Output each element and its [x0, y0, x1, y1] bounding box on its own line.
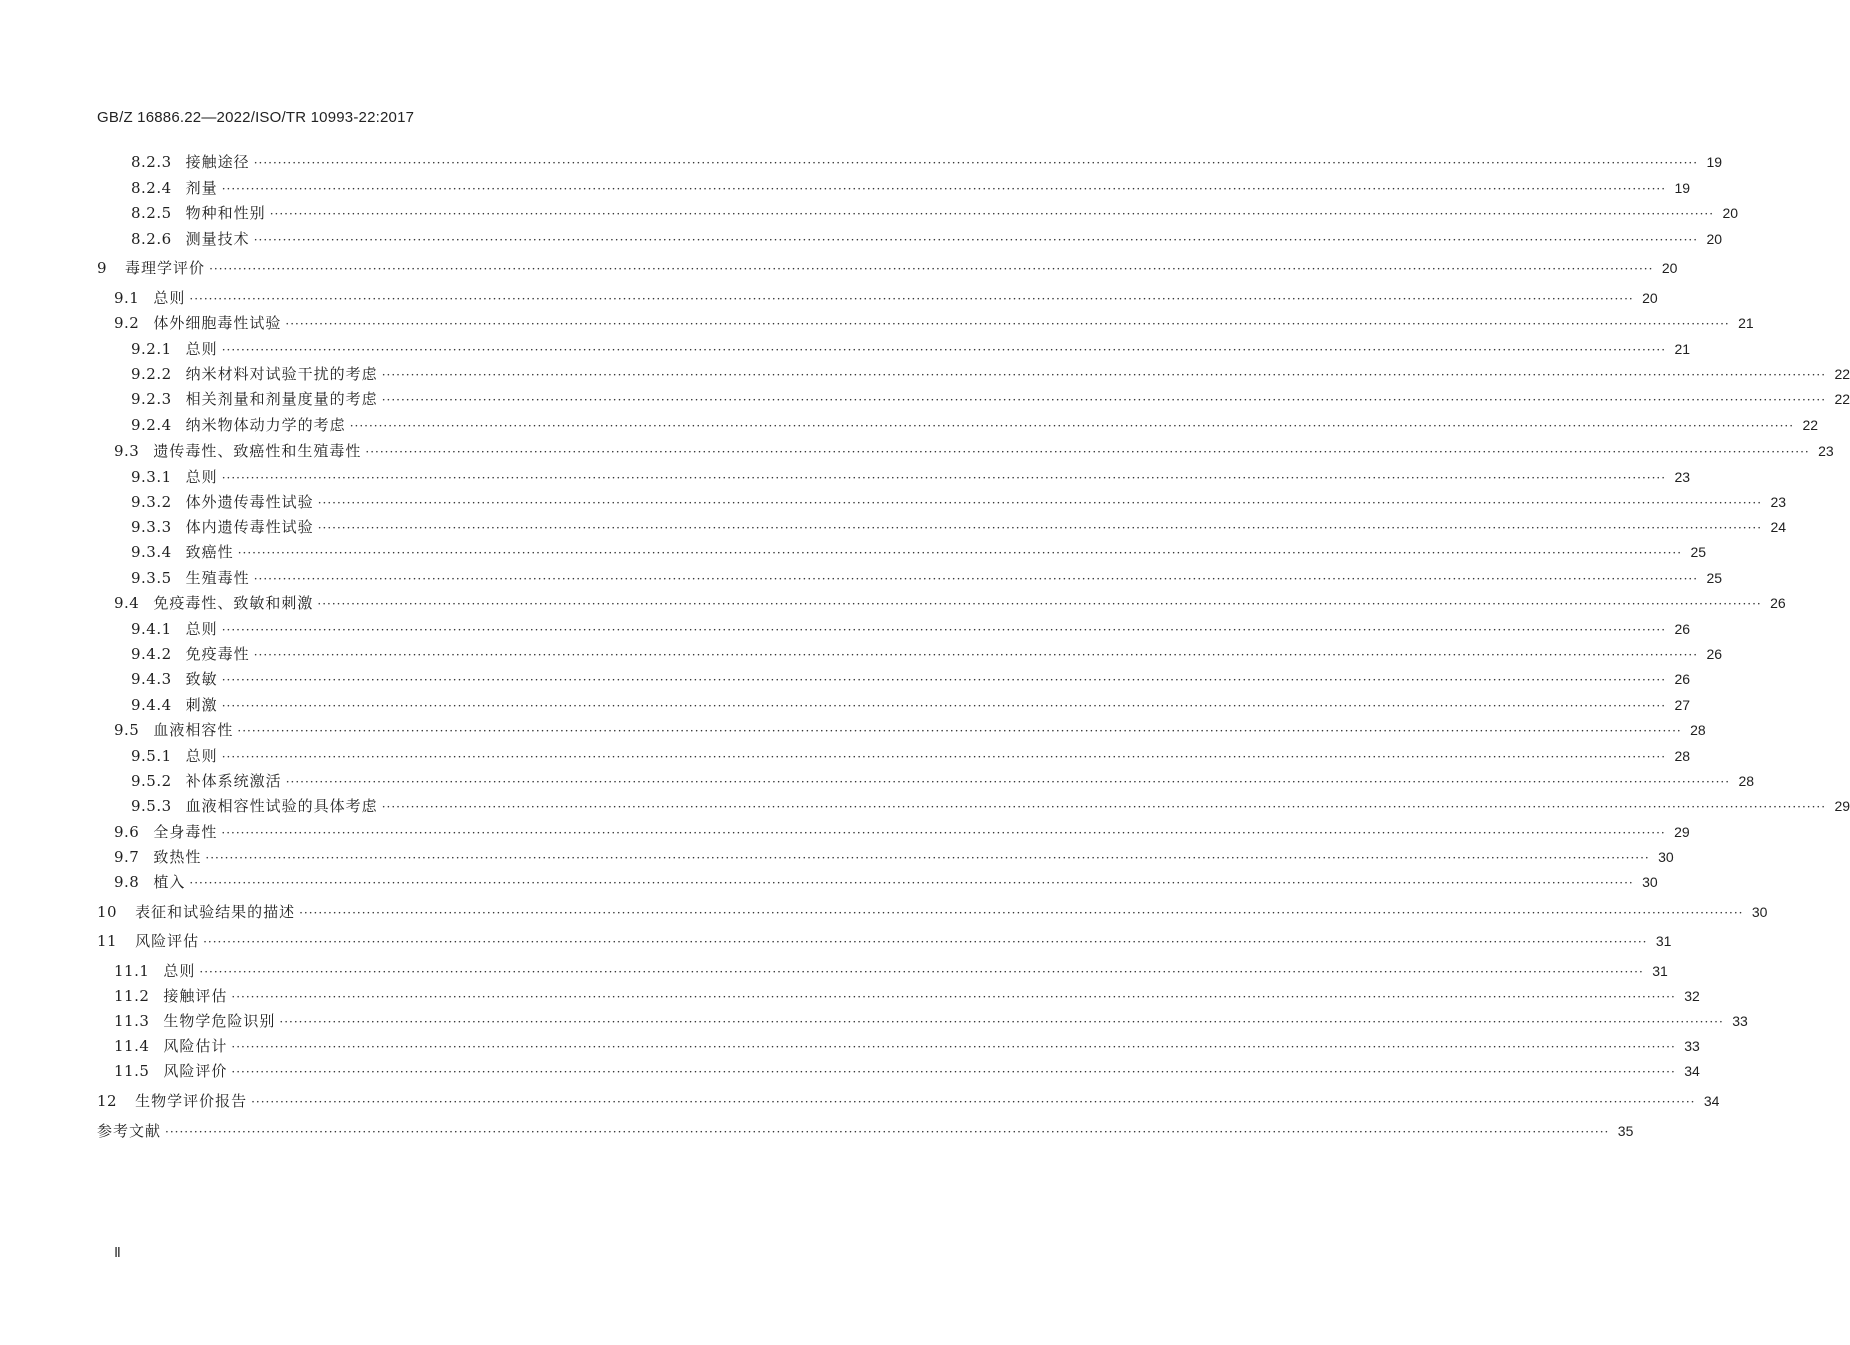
- toc-entry-title: 物种和性别: [185, 204, 266, 222]
- toc-entry-leader: ············································································································································································································································································································: [221, 826, 1666, 840]
- toc-entry-title: 免疫毒性、致敏和刺激: [153, 594, 314, 612]
- toc-entry-page: 20: [1706, 231, 1723, 247]
- toc-entry-page: 30: [1642, 874, 1658, 890]
- toc-entry-page: 26: [1674, 671, 1691, 687]
- toc-entry-page: 28: [1690, 722, 1706, 738]
- toc-entry-number: 9.3.4: [131, 543, 172, 561]
- toc-entry-leader: ············································································································································································································································································································: [285, 775, 1731, 789]
- toc-entry[interactable]: [131, 694, 1691, 716]
- toc-entry-page: 21: [1674, 341, 1691, 357]
- toc-entry-title: 总则: [163, 962, 196, 980]
- toc-entry-page: 28: [1674, 748, 1691, 764]
- toc-entry-number: 11.3: [114, 1012, 150, 1030]
- toc-entry-page: 20: [1661, 260, 1678, 276]
- toc-entry-title: 总则: [185, 340, 218, 358]
- toc-entry-leader: ············································································································································································································································································································: [221, 699, 1667, 713]
- toc-entry[interactable]: [114, 592, 1786, 614]
- toc-entry-title: 纳米物体动力学的考虑: [185, 416, 346, 434]
- toc-entry-leader: ············································································································································································································································································································: [231, 1065, 1676, 1079]
- toc-entry-number: 12: [97, 1092, 118, 1110]
- toc-entry-leader: ············································································································································································································································································································: [381, 800, 1827, 814]
- toc-entry-page: 29: [1834, 798, 1850, 814]
- toc-entry-page: 25: [1690, 544, 1707, 560]
- toc-entry-title: 刺激: [185, 696, 218, 714]
- page-number: Ⅱ: [114, 1246, 121, 1261]
- toc-entry-title: 风险评价: [163, 1062, 228, 1080]
- toc-entry-leader: ············································································································································································································································································································: [251, 1095, 1696, 1109]
- toc-entry-page: 23: [1818, 443, 1834, 459]
- toc-entry[interactable]: [114, 985, 1700, 1007]
- toc-entry[interactable]: [97, 257, 1678, 279]
- toc-entry[interactable]: [114, 1060, 1700, 1082]
- toc-entry-page: 20: [1642, 290, 1658, 306]
- toc-entry-leader: ············································································································································································································································································································: [317, 597, 1762, 611]
- toc-entry-number: 11: [97, 932, 118, 950]
- toc-entry-number: 8.2.5: [131, 204, 172, 222]
- toc-entry-leader: ············································································································································································································································································································: [209, 262, 1654, 276]
- standard-header: GB/Z 16886.22—2022/ISO/TR 10993-22:2017: [97, 109, 415, 126]
- toc-entry-page: 22: [1834, 366, 1850, 382]
- toc-entry-page: 27: [1674, 697, 1691, 713]
- toc-entry[interactable]: [114, 871, 1658, 893]
- toc-entry-title: 免疫毒性: [185, 645, 250, 663]
- toc-entry-leader: ············································································································································································································································································································: [381, 393, 1827, 407]
- toc-entry[interactable]: [97, 901, 1768, 923]
- toc-entry-leader: ············································································································································································································································································································: [381, 368, 1827, 382]
- toc-entry-page: 22: [1834, 391, 1850, 407]
- toc-entry-title: 体外细胞毒性试验: [153, 314, 282, 332]
- toc-entry-title: 致敏: [185, 670, 218, 688]
- toc-entry-leader: ············································································································································································································································································································: [203, 935, 1648, 949]
- toc-entry-title: 毒理学评价: [125, 259, 206, 277]
- toc-entry-page: 30: [1751, 904, 1768, 920]
- toc-entry-page: 33: [1732, 1013, 1748, 1029]
- toc-entry-leader: ············································································································································································································································································································: [253, 156, 1699, 170]
- toc-entry-number: 9.7: [114, 848, 140, 866]
- toc-entry-leader: ············································································································································································································································································································: [199, 965, 1644, 979]
- toc-entry-leader: ············································································································································································································································································································: [317, 521, 1763, 535]
- toc-entry-number: 9.3.5: [131, 569, 172, 587]
- toc-entry-leader: ············································································································································································································································································································: [253, 648, 1699, 662]
- toc-entry-page: 19: [1706, 154, 1723, 170]
- toc-entry[interactable]: [114, 821, 1690, 843]
- toc-entry[interactable]: [131, 668, 1691, 690]
- toc-entry-page: 25: [1706, 570, 1723, 586]
- toc-entry-number: 10: [97, 903, 118, 921]
- toc-entry-page: 20: [1722, 205, 1739, 221]
- toc-entry-page: 34: [1684, 1063, 1700, 1079]
- toc-entry-number: 11.2: [114, 987, 150, 1005]
- toc-entry[interactable]: [131, 363, 1850, 385]
- toc-entry[interactable]: [114, 960, 1668, 982]
- toc-entry-leader: ············································································································································································································································································································: [205, 851, 1650, 865]
- toc-entry-page: 33: [1684, 1038, 1700, 1054]
- toc-entry-leader: ············································································································································································································································································································: [237, 724, 1682, 738]
- toc-entry-title: 相关剂量和剂量度量的考虑: [185, 390, 378, 408]
- toc-entry-title: 风险评估: [135, 932, 200, 950]
- toc-entry[interactable]: [131, 228, 1723, 250]
- toc-entry-leader: ············································································································································································································································································································: [221, 471, 1667, 485]
- toc-entry-page: 23: [1770, 494, 1787, 510]
- toc-entry-page: 23: [1674, 469, 1691, 485]
- toc-entry-title: 生殖毒性: [185, 569, 250, 587]
- toc-entry-page: 32: [1684, 988, 1700, 1004]
- toc-entry[interactable]: [131, 541, 1707, 563]
- toc-entry-number: 8.2.4: [131, 179, 172, 197]
- toc-entry-title: 总则: [153, 289, 186, 307]
- toc-entry-title: 植入: [153, 873, 186, 891]
- toc-entry-leader: ············································································································································································································································································································: [237, 546, 1683, 560]
- toc-entry-title: 生物学评价报告: [135, 1092, 248, 1110]
- toc-entry-number: 9.4.2: [131, 645, 172, 663]
- toc-entry-leader: ············································································································································································································································································································: [221, 623, 1667, 637]
- toc-entry[interactable]: [97, 930, 1672, 952]
- toc-entry-leader: ············································································································································································································································································································: [279, 1015, 1724, 1029]
- toc-entry-title: 体外遗传毒性试验: [185, 493, 314, 511]
- toc-entry-page: 28: [1738, 773, 1755, 789]
- toc-entry[interactable]: [131, 388, 1850, 410]
- toc-entry[interactable]: [114, 719, 1706, 741]
- toc-entry[interactable]: [131, 466, 1691, 488]
- toc-entry-page: 34: [1703, 1093, 1720, 1109]
- toc-entry-leader: ············································································································································································································································································································: [165, 1125, 1610, 1139]
- toc-entry-number: 11.1: [114, 962, 150, 980]
- toc-entry-title: 接触途径: [185, 153, 250, 171]
- toc-entry-title: 剂量: [185, 179, 218, 197]
- toc-entry-number: 9: [97, 259, 108, 277]
- toc-entry-title: 遗传毒性、致癌性和生殖毒性: [153, 442, 362, 460]
- toc-entry[interactable]: [114, 846, 1674, 868]
- toc-entry-leader: ············································································································································································································································································································: [221, 673, 1667, 687]
- toc-entry-leader: ············································································································································································································································································································: [189, 876, 1634, 890]
- toc-entry-title: 风险估计: [163, 1037, 228, 1055]
- toc-entry-leader: ············································································································································································································································································································: [365, 445, 1810, 459]
- toc-entry-title: 表征和试验结果的描述: [135, 903, 296, 921]
- toc-entry-number: 9.4.1: [131, 620, 172, 638]
- toc-entry[interactable]: [131, 414, 1819, 436]
- toc-entry[interactable]: [131, 567, 1723, 589]
- toc-entry-number: 9.5.2: [131, 772, 172, 790]
- toc-entry-number: 9.6: [114, 823, 140, 841]
- toc-entry-page: 30: [1658, 849, 1674, 865]
- toc-entry-number: 9.2.2: [131, 365, 172, 383]
- toc-entry[interactable]: [114, 1010, 1748, 1032]
- toc-entry[interactable]: [131, 795, 1850, 817]
- toc-entry-leader: ············································································································································································································································································································: [231, 1040, 1676, 1054]
- toc-entry[interactable]: [97, 1120, 1634, 1142]
- toc-entry-number: 9.2: [114, 314, 140, 332]
- toc-entry[interactable]: [114, 440, 1834, 462]
- toc-entry-page: 31: [1652, 963, 1668, 979]
- toc-entry-page: 26: [1770, 595, 1786, 611]
- toc-entry-number: 9.5.1: [131, 747, 172, 765]
- toc-entry-title: 致癌性: [185, 543, 234, 561]
- toc-entry-leader: ············································································································································································································································································································: [269, 207, 1715, 221]
- toc-entry-title: 总则: [185, 620, 218, 638]
- toc-entry-number: 11.4: [114, 1037, 150, 1055]
- toc-entry-number: 9.3: [114, 442, 140, 460]
- toc-entry-number: 8.2.3: [131, 153, 172, 171]
- toc-entry-number: 9.5.3: [131, 797, 172, 815]
- toc-entry-page: 35: [1617, 1123, 1634, 1139]
- toc-entry[interactable]: [131, 643, 1723, 665]
- toc-entry-page: 19: [1674, 180, 1691, 196]
- toc-entry-page: 29: [1674, 824, 1690, 840]
- toc-entry-title: 补体系统激活: [185, 772, 282, 790]
- toc-entry-leader: ············································································································································································································································································································: [221, 750, 1667, 764]
- toc-entry[interactable]: [114, 287, 1658, 309]
- toc-entry[interactable]: [131, 177, 1691, 199]
- toc-entry-leader: ············································································································································································································································································································: [299, 906, 1744, 920]
- toc-entry-page: 24: [1770, 519, 1787, 535]
- toc-entry[interactable]: [97, 1090, 1720, 1112]
- toc-entry-leader: ············································································································································································································································································································: [253, 572, 1699, 586]
- toc-entry-title: 体内遗传毒性试验: [185, 518, 314, 536]
- toc-entry-leader: ············································································································································································································································································································: [221, 343, 1667, 357]
- toc-entry-number: 9.4.3: [131, 670, 172, 688]
- toc-entry-title: 血液相容性试验的具体考虑: [185, 797, 378, 815]
- toc-entry-title: 测量技术: [185, 230, 250, 248]
- toc-entry-title: 血液相容性: [153, 721, 234, 739]
- toc-entry-number: 9.3.2: [131, 493, 172, 511]
- toc-entry-title: 全身毒性: [153, 823, 218, 841]
- toc-entry-number: 8.2.6: [131, 230, 172, 248]
- toc-entry-number: 9.1: [114, 289, 140, 307]
- toc-entry[interactable]: [131, 338, 1691, 360]
- toc-entry-leader: ············································································································································································································································································································: [253, 233, 1699, 247]
- toc-entry-leader: ············································································································································································································································································································: [221, 182, 1667, 196]
- toc-entry[interactable]: [114, 1035, 1700, 1057]
- toc-entry-leader: ············································································································································································································································································································: [189, 292, 1634, 306]
- toc-entry[interactable]: [131, 202, 1739, 224]
- toc-entry[interactable]: [131, 516, 1787, 538]
- toc-entry-leader: ············································································································································································································································································································: [349, 419, 1795, 433]
- toc-entry[interactable]: [114, 312, 1754, 334]
- toc-entry-number: 9.4: [114, 594, 140, 612]
- toc-entry-title: 接触评估: [163, 987, 228, 1005]
- toc-entry[interactable]: [131, 618, 1691, 640]
- toc-entry-page: 31: [1655, 933, 1672, 949]
- toc-entry-number: 9.2.3: [131, 390, 172, 408]
- toc-entry-page: 26: [1706, 646, 1723, 662]
- toc-entry-number: 9.8: [114, 873, 140, 891]
- toc-entry[interactable]: [131, 151, 1723, 173]
- toc-entry-page: 22: [1802, 417, 1819, 433]
- toc-entry-number: 9.4.4: [131, 696, 172, 714]
- toc-entry-number: 9.2.4: [131, 416, 172, 434]
- toc-entry-number: 9.3.3: [131, 518, 172, 536]
- toc-entry[interactable]: [131, 745, 1691, 767]
- toc-entry-title: 生物学危险识别: [163, 1012, 276, 1030]
- toc-entry-page: 26: [1674, 621, 1691, 637]
- toc-entry-title: 参考文献: [97, 1122, 162, 1140]
- toc-entry-title: 纳米材料对试验干扰的考虑: [185, 365, 378, 383]
- toc-entry[interactable]: [131, 491, 1787, 513]
- toc-entry-title: 总则: [185, 747, 218, 765]
- toc-entry-number: 9.5: [114, 721, 140, 739]
- toc-entry[interactable]: [131, 770, 1755, 792]
- toc-entry-title: 致热性: [153, 848, 202, 866]
- toc-entry-leader: ············································································································································································································································································································: [231, 990, 1676, 1004]
- toc-entry-leader: ············································································································································································································································································································: [285, 317, 1730, 331]
- toc-entry-number: 9.3.1: [131, 468, 172, 486]
- toc-entry-page: 21: [1738, 315, 1754, 331]
- toc-entry-number: 11.5: [114, 1062, 150, 1080]
- toc-entry-number: 9.2.1: [131, 340, 172, 358]
- toc-entry-leader: ············································································································································································································································································································: [317, 496, 1763, 510]
- toc-entry-title: 总则: [185, 468, 218, 486]
